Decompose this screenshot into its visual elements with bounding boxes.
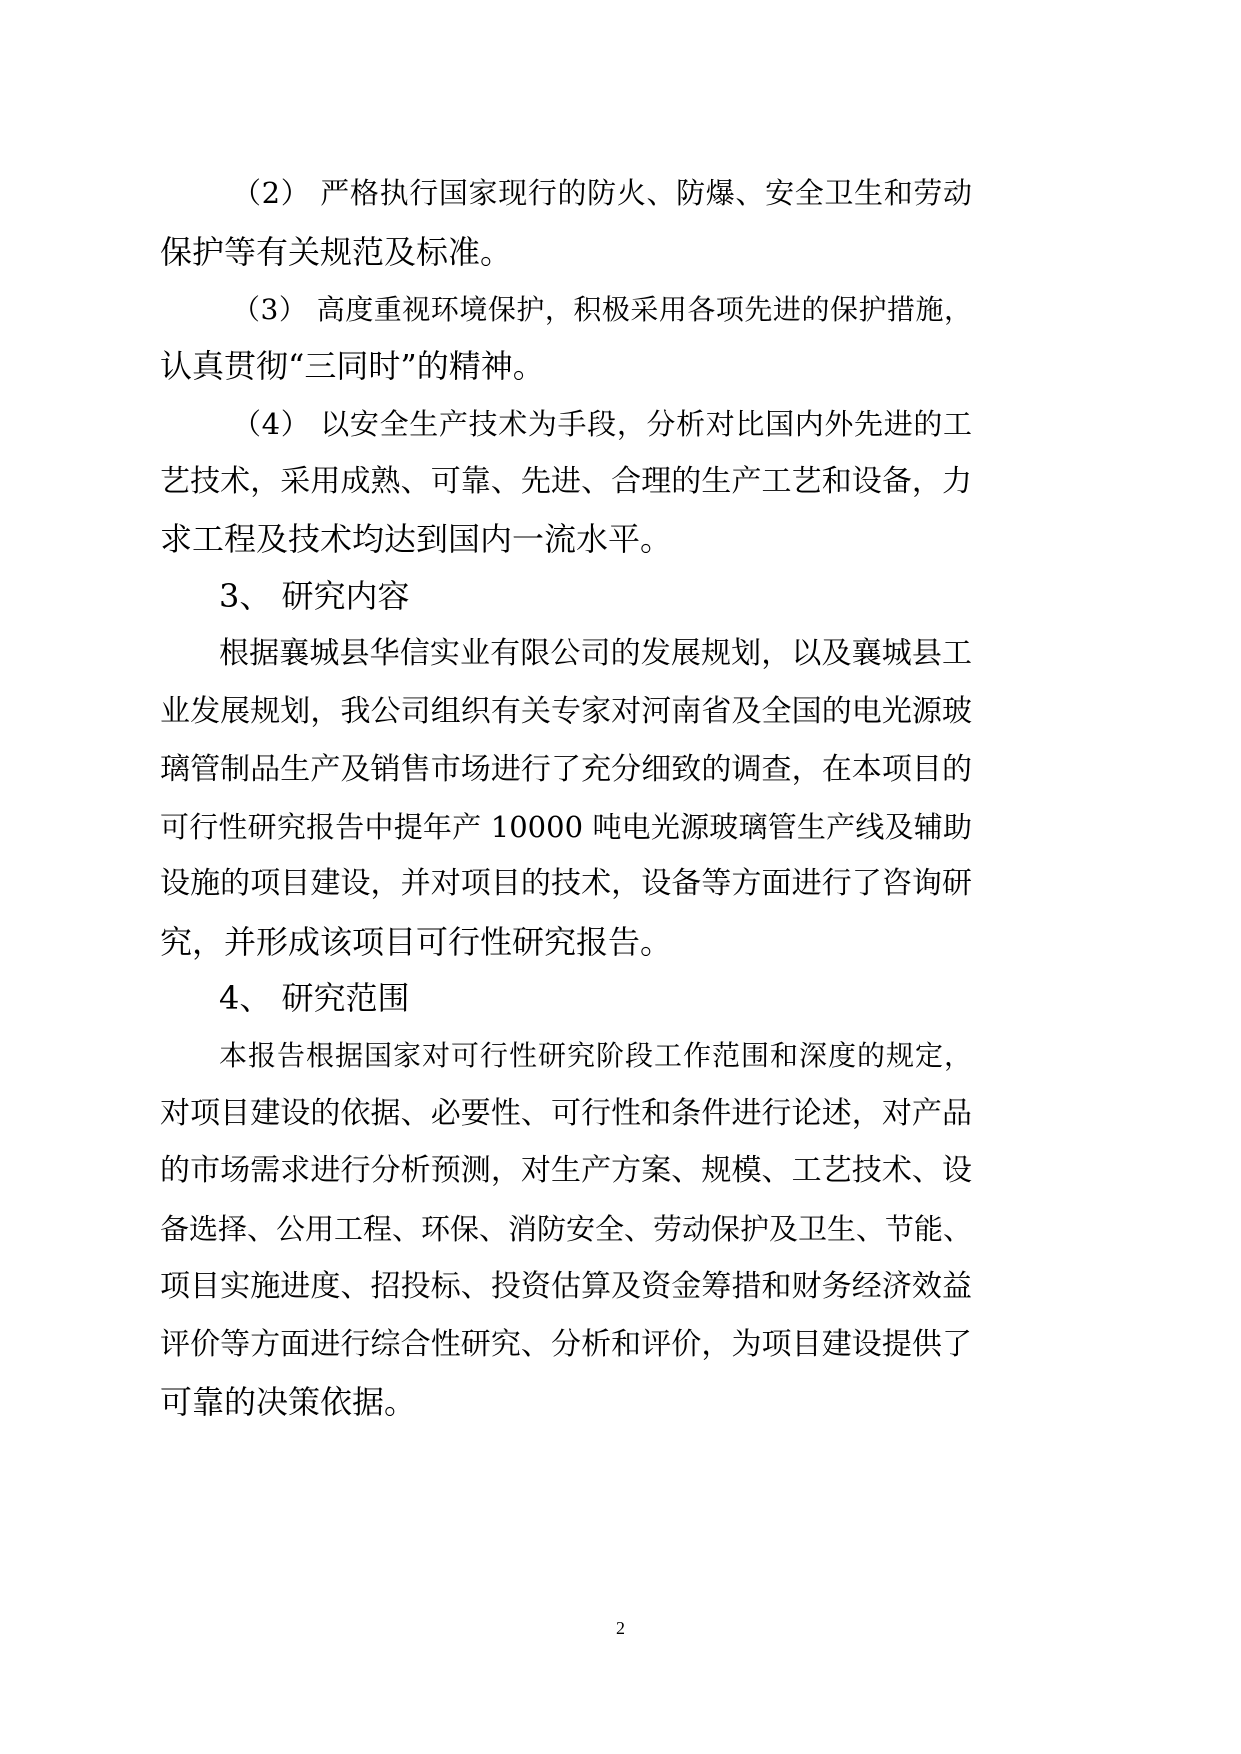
text-line: 的市场需求进行分析预测，对生产方案、规模、工艺技术、设 [160,1153,972,1188]
text-line: 求工程及技术均达到国内一流水平。 [160,520,673,558]
text-line: 对项目建设的依据、必要性、可行性和条件进行论述，对产品 [160,1096,972,1131]
text-line: 项目实施进度、招投标、投资估算及资金筹措和财务经济效益 [160,1269,972,1304]
text-line: 备选择、公用工程、环保、消防安全、劳动保护及卫生、节能、 [160,1212,973,1246]
page-number: 2 [616,1618,625,1638]
text-line: 可靠的决策依据。 [160,1383,417,1421]
text-line: 认真贯彻“三同时”的精神。 [160,347,545,385]
section-heading: 3、 研究内容 [219,577,410,615]
text-line: （3） 高度重视环境保护，积极采用各项先进的保护措施， [232,293,972,326]
text-line: （4） 以安全生产技术为手段，分析对比国内外先进的工 [232,407,972,441]
text-line: 究，并形成该项目可行性研究报告。 [160,923,673,961]
text-line: 可行性研究报告中提年产 10000 吨电光源玻璃管生产线及辅助 [160,810,972,844]
section-heading: 4、 研究范围 [219,979,410,1017]
text-line: 艺技术，采用成熟、可靠、先进、合理的生产工艺和设备，力 [160,464,972,499]
text-line: 评价等方面进行综合性研究、分析和评价，为项目建设提供了 [160,1327,972,1362]
text-line: 保护等有关规范及标准。 [160,233,513,271]
text-line: 本报告根据国家对可行性研究阶段工作范围和深度的规定， [219,1039,972,1072]
text-line: 设施的项目建设，并对项目的技术，设备等方面进行了咨询研 [160,866,972,901]
text-line: 业发展规划，我公司组织有关专家对河南省及全国的电光源玻 [160,694,972,729]
text-line: 根据襄城县华信实业有限公司的发展规划，以及襄城县工 [219,636,972,671]
text-line: （2） 严格执行国家现行的防火、防爆、安全卫生和劳动 [232,176,972,210]
text-line: 璃管制品生产及销售市场进行了充分细致的调查，在本项目的 [160,752,972,787]
